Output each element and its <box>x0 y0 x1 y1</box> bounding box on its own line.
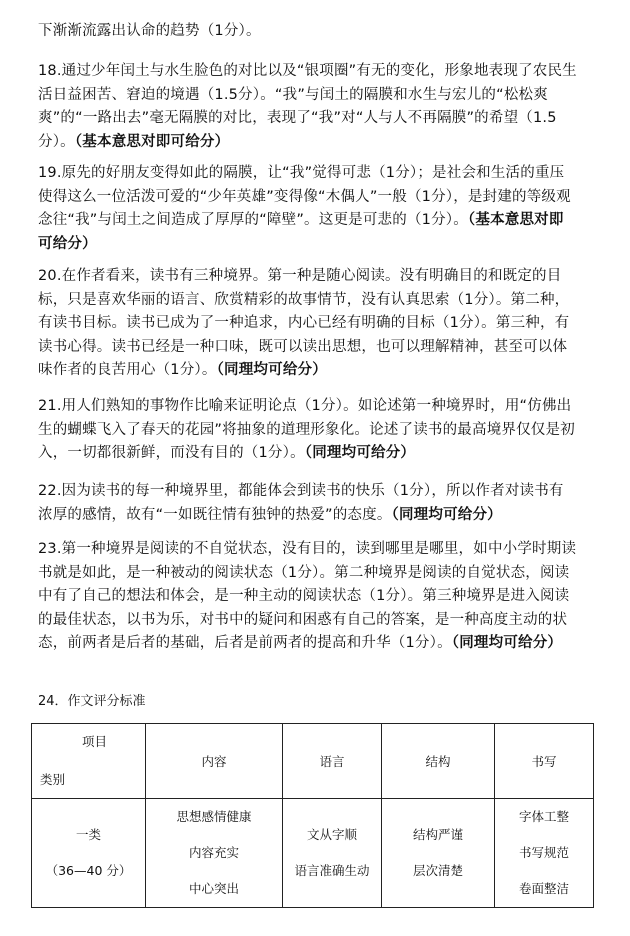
answer-19: 19.原先的好朋友变得如此的隔膜，让“我”觉得可悲（1分）；是社会和生活的重压使得这么一位活泼可爱的“少年英雄”变得像“木偶人”一般（1分），是封建的等级观念往“我”与闰土之间造成了厚厚的“障壁”。这更是可悲的（1分）。（基本意思对即可给分） <box>38 165 571 252</box>
answer-22: 22.因为读书的每一种境界里，都能体会到读书的快乐（1分），所以作者对读书有浓厚的感情，故有“一如既往情有独钟的热爱”的态度。（同理均可给分） <box>38 483 564 523</box>
table-header-row <box>32 724 594 799</box>
scoring-note: （同理均可给分） <box>216 362 327 379</box>
answer-18: 18.通过少年闰土与水生脸色的对比以及“银项圈”有无的变化，形象地表现了农民生活日益困苦、窘迫的境遇（1.5分）。“我”与闰土的隔膜和水生与宏儿的“松松爽爽”的“一路出去”毫无隔膜的对比，表现了“我”对“人与人不再隔膜”的希望（1.5分）。（基本意思对即可给分） <box>38 63 577 150</box>
corner-top-label: 项目 <box>81 734 107 749</box>
corner-bottom-label: 类别 <box>40 772 66 787</box>
scoring-note: （基本意思对即可给分） <box>38 212 564 252</box>
answer-23: 23.第一种境界是阅读的不自觉状态，没有目的，读到哪里是哪里，如中小学时期读书就是如此，是一种被动的阅读状态（1分）。第二种境界是阅读的自觉状态，阅读中有了自己的想法和体会，是一种主动的阅读状态（1分）。第三种境界是进入阅读的最佳状态，以书为乐，对书中的疑问和困惑有自己的答案，是一种高度主动的状态，前两者是后者的基础，后者是前两者的提高和升华（1分）。（同理均可给分） <box>38 541 577 652</box>
answer-20: 20.在作者看来，读书有三种境界。第一种是随心阅读。没有明确目的和既定的目标，只是喜欢华丽的语言、欣赏精彩的故事情节，没有认真思索（1分）。第二种，有读书目标。读书已成为了一种追求，内心已经有明确的目标（1分）。第三种，有读书心得。读书已经是一种口味，既可以读出思想，也可以理解精神，甚至可以体味作者的良苦用心（1分）。（同理均可给分） <box>38 268 570 379</box>
language-cell: 文从字顺 语言准确生动 <box>283 799 382 908</box>
content-cell: 思想感情健康 内容充实 中心突出 <box>146 799 283 908</box>
header-structure: 结构 <box>382 724 495 799</box>
header-language: 语言 <box>283 724 382 799</box>
category-cell <box>32 799 146 908</box>
essay-scoring-table <box>31 723 594 908</box>
header-writing: 书写 <box>495 724 594 799</box>
category-label: 一类 <box>75 827 101 842</box>
answer-17-tail: 下渐渐流露出认命的趋势（1分）。 <box>38 23 261 39</box>
table-row <box>32 799 594 908</box>
header-content: 内容 <box>146 724 283 799</box>
corner-cell <box>32 724 146 799</box>
scoring-note: （基本意思对即可给分） <box>74 133 230 150</box>
answer-21: 21.用人们熟知的事物作比喻来证明论点（1分）。如论述第一种境界时，用“仿佛出生的蝴蝶飞入了春天的花园”将抽象的道理形象化。论述了读书的最高境界仅仅是初入，一切都很新鲜，而没有目的（1分）。（同理均可给分） <box>38 398 575 462</box>
section-24-title: 24．作文评分标准 <box>38 694 146 709</box>
scoring-note: （同理均可给分） <box>391 506 502 523</box>
scoring-note: （同理均可给分） <box>304 445 416 462</box>
writing-cell: 字体工整 书写规范 卷面整洁 <box>495 799 594 908</box>
structure-cell: 结构严谨 层次清楚 <box>382 799 495 908</box>
scoring-note: （同理均可给分） <box>451 635 563 652</box>
category-score: （36—40 分） <box>45 863 132 878</box>
